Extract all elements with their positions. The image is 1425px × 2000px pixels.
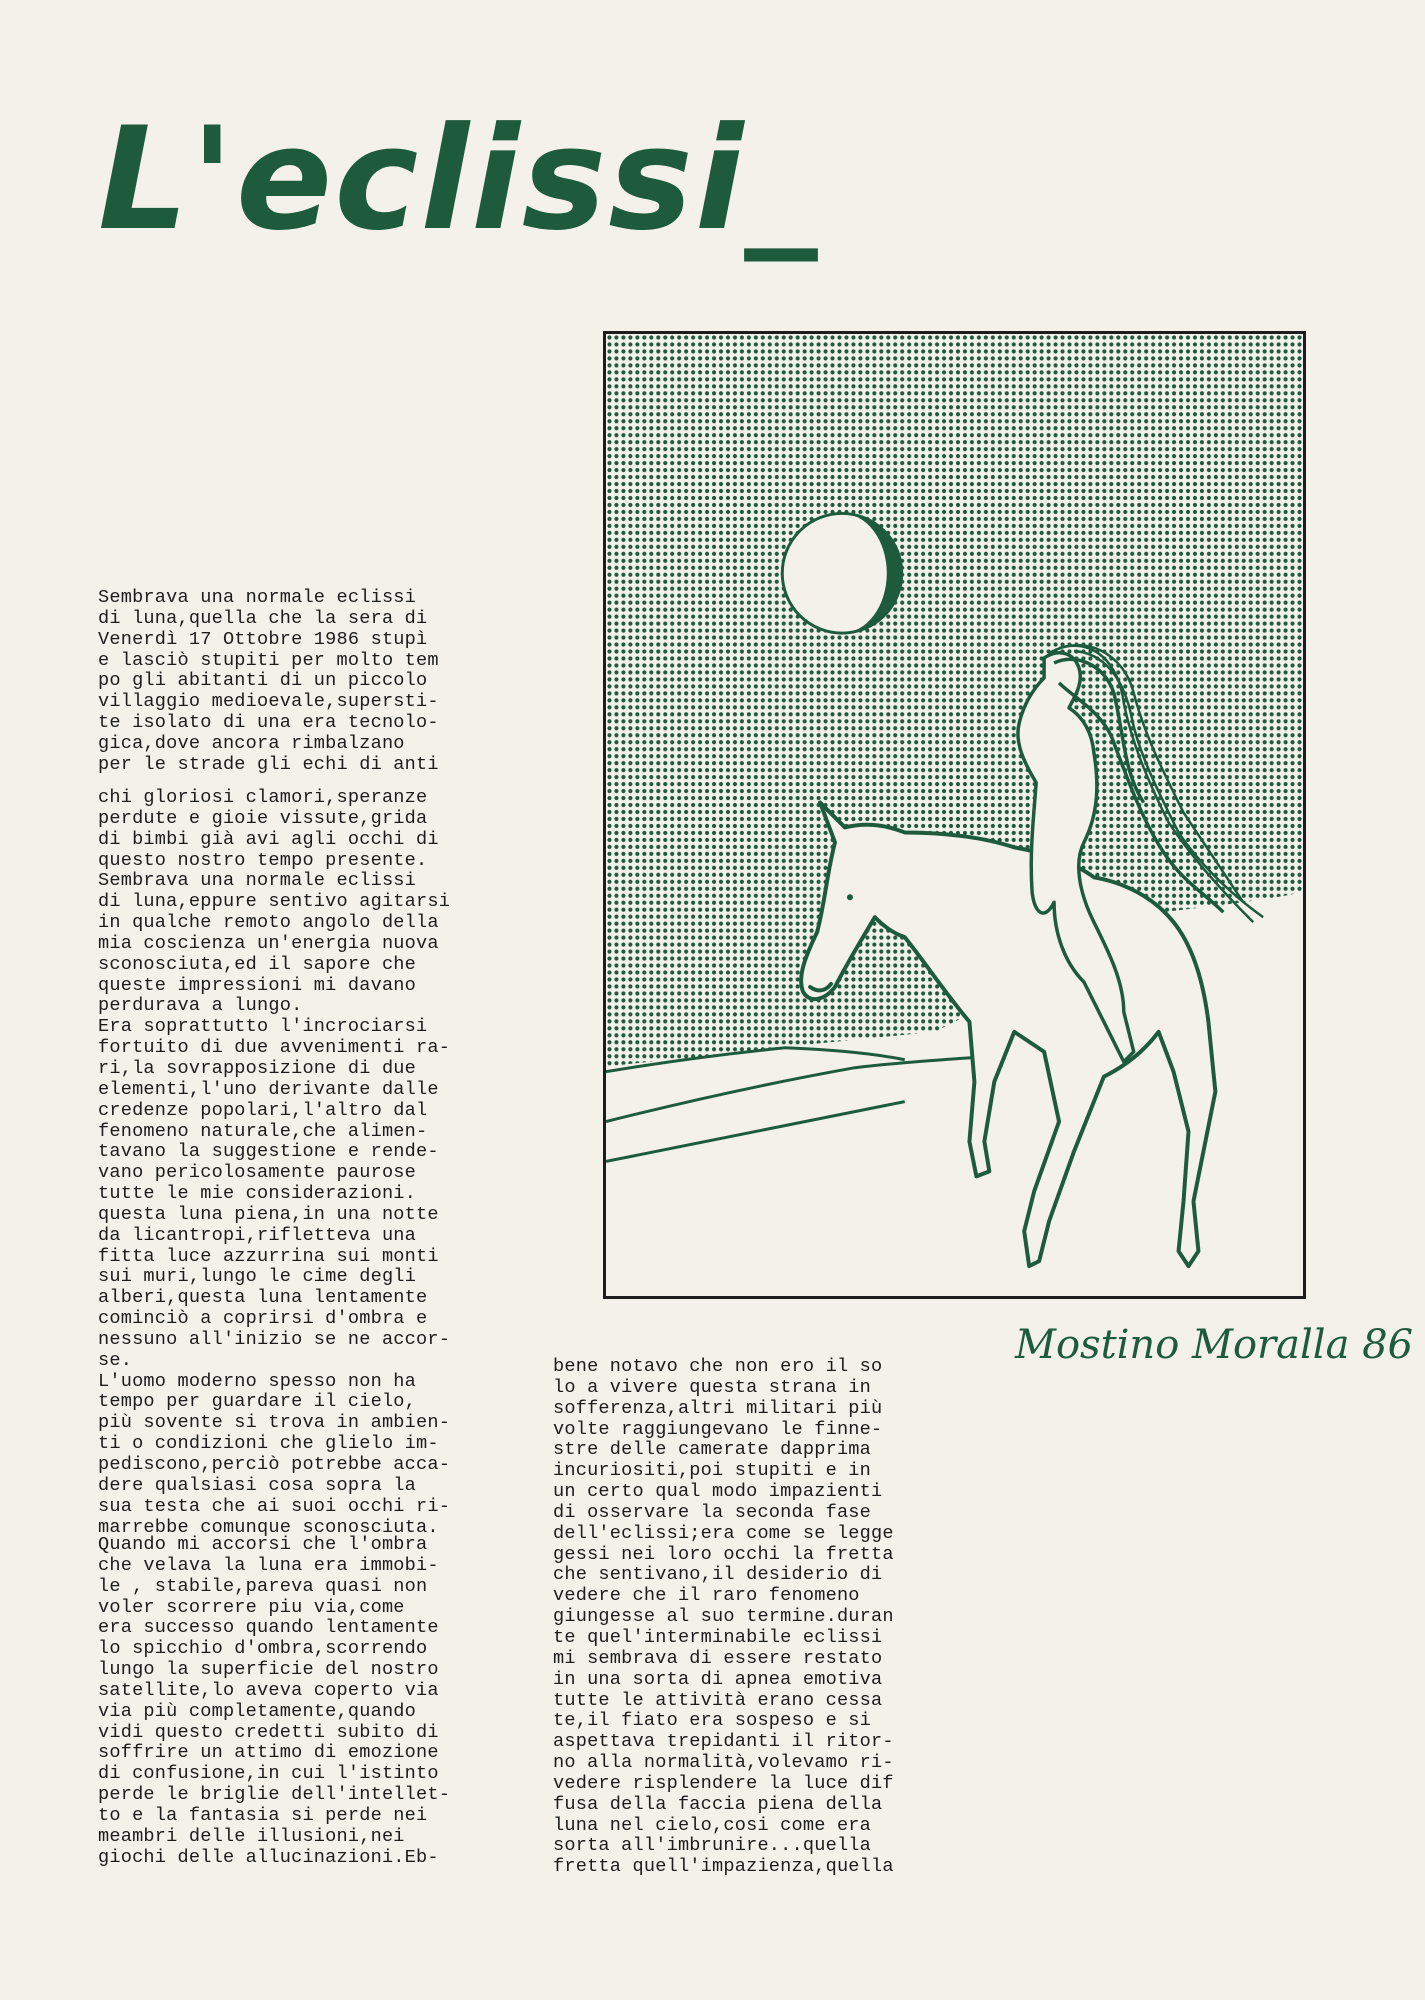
eclipse-moon-icon	[782, 513, 901, 633]
illustration-frame	[603, 331, 1306, 1299]
article-title: L'eclissi_	[98, 97, 819, 262]
article-text-col1-part3: Quando mi accorsi che l'ombra che velava la luna era immobi- le , stabile,pareva quasi non voler scorrere piu via,come era successo quando lentamente lo spicchio d'ombra,scorrendo lungo la superficie del nostro satellite,lo aveva coperto via via più completamente,quando vidi questo credetti subito di soffrire un attimo di emozione di confusione,in cui l'istinto perde le briglie dell'intellet- to e la fantasia si perde nei meambri delle illusioni,nei giochi delle allucinazioni.Eb-	[98, 1534, 451, 1868]
article-text-col1-part1: Sembrava una normale eclissi di luna,quella che la sera di Venerdì 17 Ottobre 1986 stupì e lasciò stupiti per molto tem po gli abitanti di un piccolo villaggio medioevale,supersti- te isolato di una era tecnolo- gica,dove ancora rimbalzano per le strade gli echi di anti	[98, 587, 439, 775]
artist-signature: Mostino Moralla 86	[1015, 1322, 1414, 1368]
article-text-col1-part2: chi gloriosi clamori,speranze perdute e gioie vissute,grida di bimbi già avi agli occhi di questo nostro tempo presente. Sembrava una normale eclissi di luna,eppure sentivo agitarsi in qualche remoto angolo della mia coscienza un'energia nuova sconosciuta,ed il sapore che queste impressioni mi davano perdurava a lungo. Era soprattutto l'incrociarsi fortuito di due avvenimenti ra- ri,la sovrapposizione di due elementi,l'uno derivante dalle credenze popolari,l'altro dal fenomeno naturale,che alimen- tavano la suggestione e rende- vano pericolosamente paurose tutte le mie considerazioni. questa luna piena,in una notte da licantropi,rifletteva una fitta luce azzurrina sui monti sui muri,lungo le cime degli alberi,questa luna lentamente cominciò a coprirsi d'ombra e nessuno all'inizio se ne accor- se. L'uomo moderno spesso non ha tempo per guardare il cielo, più sovente si trova in ambien- ti o condizioni che glielo im- pediscono,perciò potrebbe acca- dere qualsiasi cosa sopra la sua testa che ai suoi occhi ri- marrebbe comunque sconosciuta.	[98, 787, 451, 1538]
eclipse-rider-illustration	[606, 334, 1303, 1296]
article-text-col2: bene notavo che non ero il so lo a vivere questa strana in sofferenza,altri militari più volte raggiungevano le finne- stre delle camerate dapprima incuriositi,poi stupiti e in un certo qual modo impazienti di osservare la seconda fase dell'eclissi;era come se legge gessi nei loro occhi la fretta che sentivano,il desiderio di vedere che il raro fenomeno giungesse al suo termine.duran te quel'interminabile eclissi mi sembrava di essere restato in una sorta di apnea emotiva tutte le attività erano cessa te,il fiato era sospeso e si aspettava trepidanti il ritor- no alla normalità,volevamo ri- vedere risplendere la luce dif fusa della faccia piena della luna nel cielo,cosi come era sorta all'imbrunire...quella fretta quell'impazienza,quella	[553, 1356, 894, 1878]
hills	[606, 1048, 984, 1162]
